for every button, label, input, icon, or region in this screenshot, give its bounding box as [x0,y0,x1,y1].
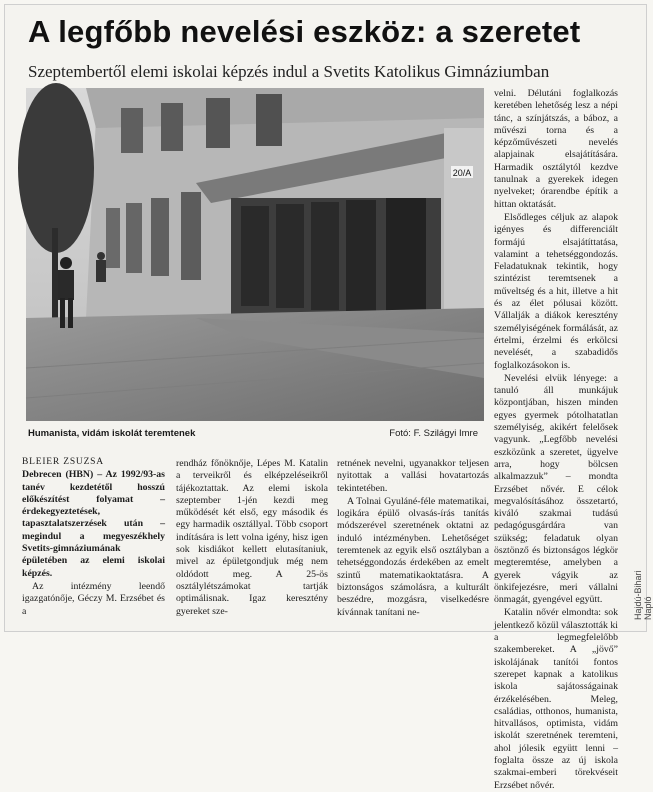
byline: BLEIER ZSUZSA [22,457,104,467]
column-2 [176,458,328,618]
edge-text: Hajdú-Bihari Napló [633,570,653,620]
photo-credit: Fotó: F. Szilágyi Imre [389,428,478,439]
article-photo [26,88,484,421]
lead-paragraph: Debrecen (HBN) – Az 1992/93-as tanév kezdetétől hosszú előkészítést folyamat – érdekegyeztetések, tapasztalatszerzések után – megindul a megyeszékhely Svetits-gimnáziumának épületében az elemi iskolai képzés. [22,469,165,579]
paragraph: rendház főnöknője, Lépes M. Katalin a terveikről és elképzeléseikről tájékoztattak. Az elemi iskola szeptember 1-jén kezdi meg működését két első, egy második és egy harmadik osztállyal. Több csoport indítására is lett volna igény, hisz igen sok kisdiákot kellett elutasítaniuk, mivel az épületgondjuk még nem oldódott meg. A 25-ös osztálylétszámokat tartják optimálisnak. Igaz keresztény gyereket sze- [176,458,328,617]
paragraph: velni. Délutáni foglalkozás keretében lehetőség lesz a népi tánc, a színjátszás, a báboz, a művészi torna és a képzőművészeti nevelés alapjainak elsajátítására. Harmadik osztálytól kezdve tanulnak a gyerekek idegen nyelveket; órarendbe építik a hittan oktatását. [494,88,618,210]
paragraph: retnének nevelni, ugyanakkor teljesen nyitottak a vallási hovatartozás tekintetében. [337,458,489,494]
column-4 [494,88,618,791]
paragraph: A Tolnai Gyuláné-féle matematikai, logikára épülő olvasás-írás tanítás módszerével szeretnének oktatni az induló intézményben. Lehetőséget teremtenek az egyik első osztályban a tehetséggondozás érdekében az emelt szintű matematikaoktatásra. A biztonságos számolásra, a kulturált beszédre, mozgásra, viselkedésre kívánnak tanítani ne- [337,495,489,618]
article-headline: A legfőbb nevelési eszköz: a szeretet [28,14,581,49]
paragraph: Katalin nővér elmondta: sok jelentkező közül választották ki a legmegfelelőbb szakembereket. A „jövő” iskolájának tanítói fontos szerepet kapnak a katolikus iskola sajátosságainak érzékelésében. Meleg, családias, otthonos, humanista, hitvallásos, optimista, vidám iskolát szeretnének teremteni, ahol jólesik együtt lenni – foglalta össze az új iskola szakmai-emberi törekvéseit Erzsébet nővér. [494,607,618,791]
column-3 [337,458,489,619]
paragraph: Nevelési elvük lényege: a tanuló áll munkájuk központjában, hiszen minden egyes gyermek pótolhatatlan személyiség, akikért felelősek vagyunk. „Legfőbb nevelési eszközünk a szeretet, ügyelve arra, hogy bölcsen alkalmazzuk” – mondta Erzsébet nővér. E célok megvalósításához összetartó, kiváló szakmai tudású pedagógusgárdára van szükség; feladatuk olyan ösztönző és biztonságos légkör megteremtése, amelyben a gyerek vágyik az önkifejezésre, meri vállalni önmagát, gyengével együtt. [494,372,618,606]
photo-caption [28,427,484,441]
paragraph: Elsődleges céljuk az alapok igényes és differenciált formájú elsajátíttatása, valamint a tehetséggondozás. Feladatuknak tekintik, hogy szintézist teremtsenek a műveltség és a hit, illetve a hit és az élet pólusai között. Vállalják a diákok keresztény személyiségének formálását, az értelmi, érzelmi és erkölcsi nevelését, a szabadidős foglalkozásokon is. [494,211,618,371]
article-subheadline: Szeptembertől elemi iskolai képzés indul a Svetits Katolikus Gimnáziumban [28,62,550,81]
house-number: 20/A [452,168,472,178]
building-photo-icon [26,88,484,421]
paragraph: Az intézmény leendő igazgatónője, Géczy M. Erzsébet és a [22,580,165,617]
column-1 [22,456,165,618]
caption-text: Humanista, vidám iskolát teremtenek [28,428,196,439]
